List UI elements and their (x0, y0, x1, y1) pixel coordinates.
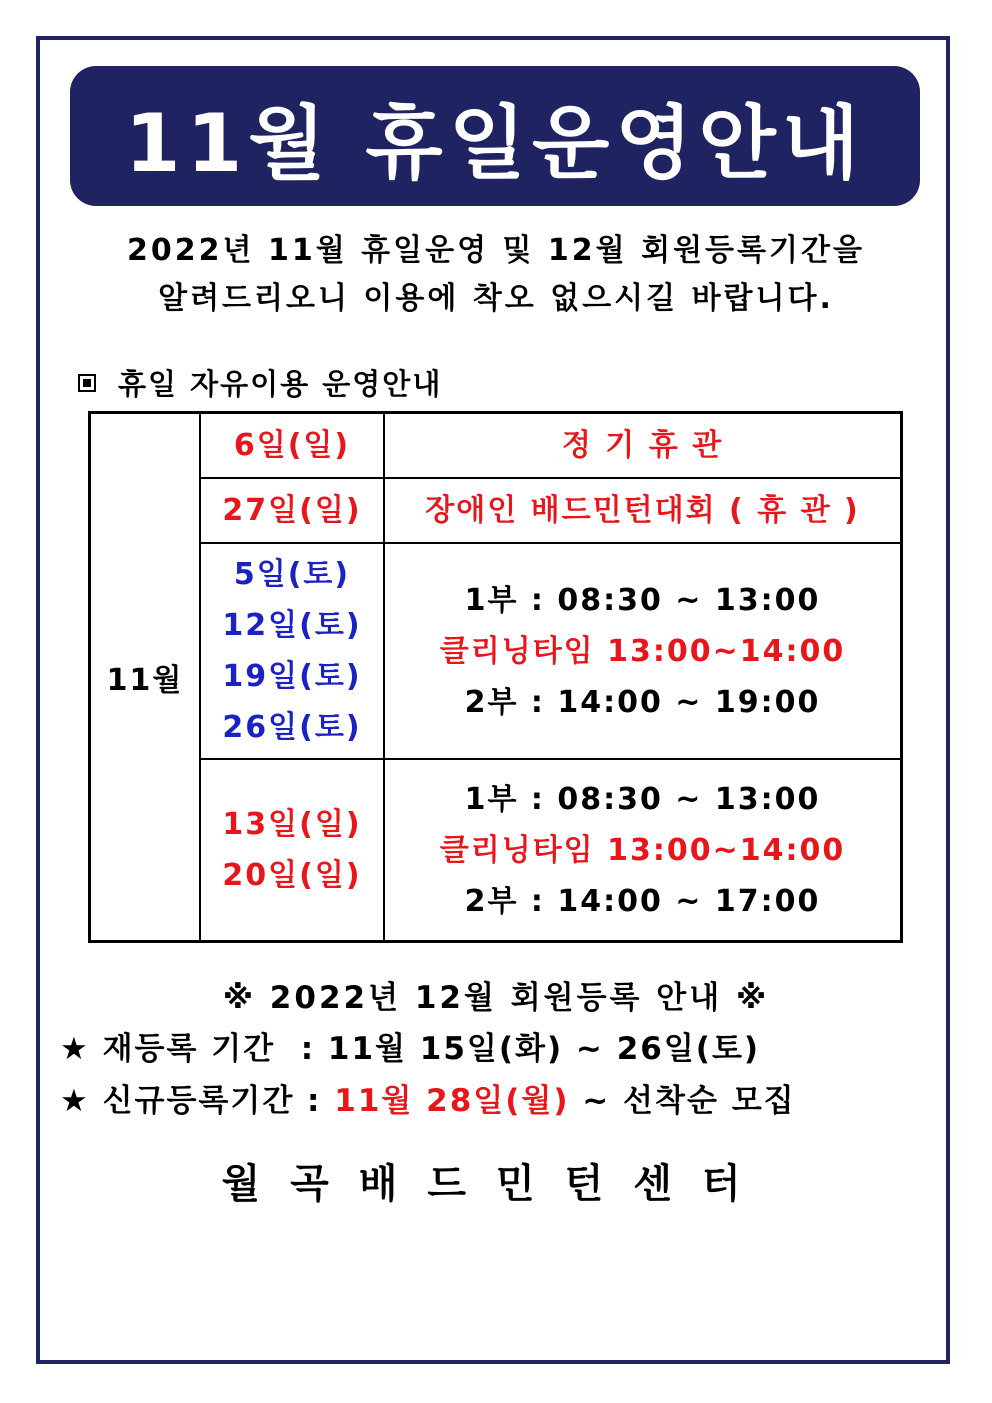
cleaning-time: 클리닝타임 13:00~14:00 (439, 633, 846, 669)
date-cell (200, 478, 384, 543)
re-registration-label: ★ 재등록 기간 : (60, 1031, 328, 1067)
new-registration-date: 11월 28일(월) (334, 1083, 570, 1119)
center-name: 월곡배드민턴센터 (221, 1161, 771, 1207)
cleaning-time: 클리닝타임 13:00~14:00 (439, 832, 846, 868)
new-registration-note: ~ 선착순 모집 (569, 1083, 796, 1119)
intro-line-1: 2022년 11월 휴일운영 및 12월 회원등록기간을 (127, 233, 865, 268)
detail-label: 정 기 휴 관 (561, 428, 724, 463)
date-label: 6일(일) (233, 428, 351, 463)
re-registration-line (60, 1023, 760, 1068)
date-label: 26일(토) (222, 710, 362, 745)
session-1-time: 1부 : 08:30 ~ 13:00 (464, 582, 821, 618)
date-cell (200, 543, 384, 759)
date-cell (200, 413, 384, 479)
date-cell (200, 759, 384, 942)
new-registration-label: ★ 신규등록기간 : (60, 1083, 335, 1119)
session-2-time: 2부 : 14:00 ~ 17:00 (464, 883, 821, 919)
date-label: 5일(토) (233, 557, 351, 592)
new-registration-line (60, 1075, 796, 1120)
table-row (90, 413, 902, 479)
section-heading-text: 휴일 자유이용 운영안내 (118, 367, 443, 401)
date-label: 12일(토) (222, 608, 362, 643)
table-row (90, 543, 902, 759)
detail-label: 장애인 배드민턴대회 ( 휴 관 ) (425, 493, 860, 528)
session-2-time: 2부 : 14:00 ~ 19:00 (464, 684, 821, 720)
square-bullet-icon (78, 374, 96, 392)
detail-cell (384, 413, 902, 479)
session-1-time: 1부 : 08:30 ~ 13:00 (464, 781, 821, 817)
detail-cell (384, 759, 902, 942)
date-label: 27일(일) (222, 493, 362, 528)
title-banner (70, 66, 920, 206)
detail-cell (384, 478, 902, 543)
registration-title: ※ 2022년 12월 회원등록 안내 ※ (222, 980, 770, 1016)
page-title: 11월 휴일운영안내 (124, 96, 866, 190)
table-row (90, 759, 902, 942)
table-row (90, 478, 902, 543)
date-label: 13일(일) (222, 807, 362, 842)
detail-cell (384, 543, 902, 759)
date-label: 20일(일) (222, 858, 362, 893)
month-cell: 11월 (90, 413, 201, 942)
date-label: 19일(토) (222, 659, 362, 694)
re-registration-period: 11월 15일(화) ~ 26일(토) (327, 1031, 761, 1067)
intro-line-2: 알려드리오니 이용에 착오 없으시길 바랍니다. (158, 281, 834, 316)
section-heading (78, 362, 442, 403)
schedule-table (88, 411, 903, 943)
